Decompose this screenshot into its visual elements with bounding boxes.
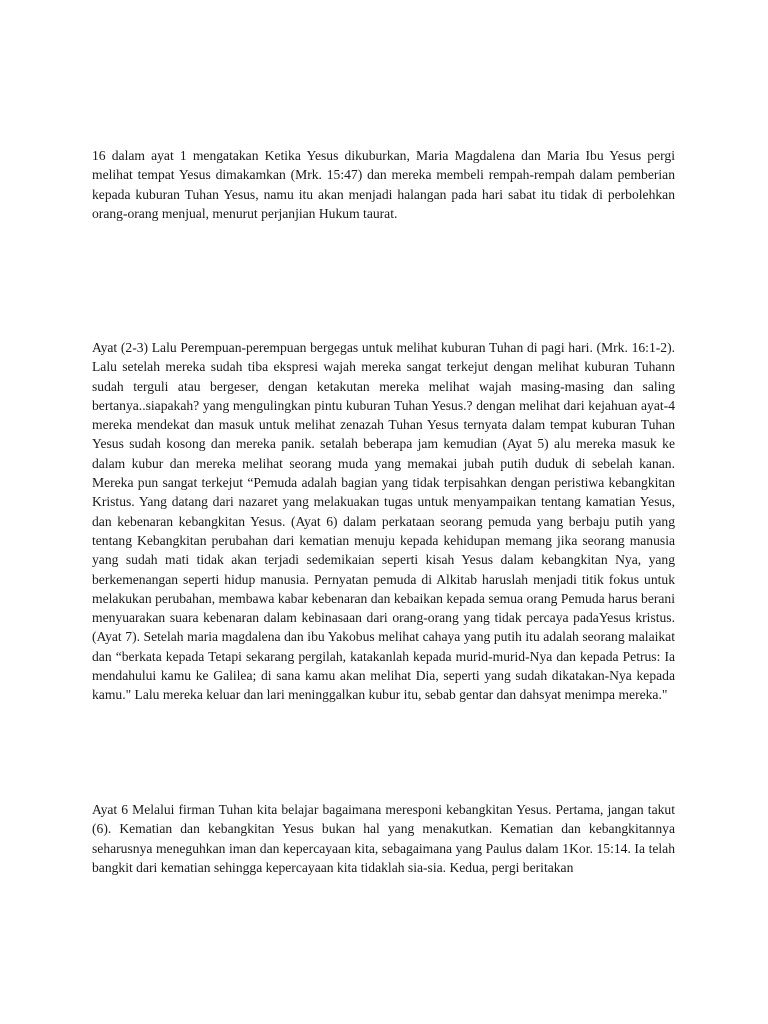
paragraph-response-to-resurrection: Ayat 6 Melalui firman Tuhan kita belajar bagaimana meresponi kebangkitan Yesus. Pertama, jangan takut (6). Kematian dan kebangkitan Yesus bukan hal yang menakutkan. Kematian dan kebangkitannya seharusnya meneguhkan iman dan kepercayaan kita, sebagaimana yang Paulus dalam 1Kor. 15:14. Ia telah bangkit dari kematian sehingga kepercayaan kita tidaklah sia-sia. Kedua, pergi beritakan — [92, 802, 675, 875]
paragraph-empty-tomb: Ayat (2-3) Lalu Perempuan-perempuan bergegas untuk melihat kuburan Tuhan di pagi hari. (Mrk. 16:1-2). Lalu setelah mereka sudah tiba ekspresi wajah mereka sangat terkejut dengan melihat kuburan Tuhann sudah terguli atau bergeser, dengan ketakutan mereka melihat wajah masing-masing dan saling bertanya..siapakah? yang mengulingkan pintu kuburan Tuhan Yesus.? dengan melihat dari kejahuan ayat-4 mereka mendekat dan masuk untuk melihat zenazah Tuhan Yesus ternyata dalam tempat kuburan Tuhan Yesus sudah kosong dan mereka panik. setalah beberapa jam kemudian (Ayat 5) alu mereka masuk ke dalam kubur dan mereka melihat seorang muda yang memakai jubah putih duduk di sebelah kanan. Mereka pun sangat terkejut “Pemuda adalah bagian yang tidak terpisahkan dengan peristiwa kebangkitan Kristus. Yang datang dari nazaret yang melakuakan tugas untuk menyampaikan tentang kamatian Yesus, dan kebenaran kebangkitan Yesus. (Ayat 6) dalam perkataan seorang pemuda yang berbaju putih yang tentang Kebangkitan perubahan dari kematian menuju kepada kehidupan memang jika seorang manusia yang sudah mati tidak akan terjadi sedemikaian seperti kisah Yesus dalam kebangkitan Nya, yang berkemenangan seperti hidup manusia. Pernyatan pemuda di Alkitab haruslah menjadi titik fokus untuk melakukan perubahan, membawa kabar kebenaran dan kebaikan kepada semua orang Pemuda harus berani menyuarakan suara kebenaran dalam kebinasaan dari orang-orang yang tidak percaya padaYesus kristus. (Ayat 7). Setelah maria magdalena dan ibu Yakobus melihat cahaya yang putih itu adalah seorang malaikat dan “berkata kepada Tetapi sekarang pergilah, katakanlah kepada murid-murid-Nya dan kepada Petrus: Ia mendahului kamu ke Galilea; di sana kamu akan melihat Dia, seperti yang sudah dikatakan-Nya kepada kamu." Lalu mereka keluar dan lari meninggalkan kubur itu, sebab gentar dan dahsyat menimpa mereka." — [92, 340, 675, 703]
paragraph-burial-of-jesus: 16 dalam ayat 1 mengatakan Ketika Yesus dikuburkan, Maria Magdalena dan Maria Ibu Yesus pergi melihat tempat Yesus dimakamkan (Mrk. 15:47) dan mereka membeli rempah-rempah dalam pemberian kepada kuburan Tuhan Yesus, namu itu akan menjadi halangan pada hari sabat itu tidak di perbolehkan orang-orang menjual, menurut perjanjian Hukum taurat. — [92, 148, 675, 221]
